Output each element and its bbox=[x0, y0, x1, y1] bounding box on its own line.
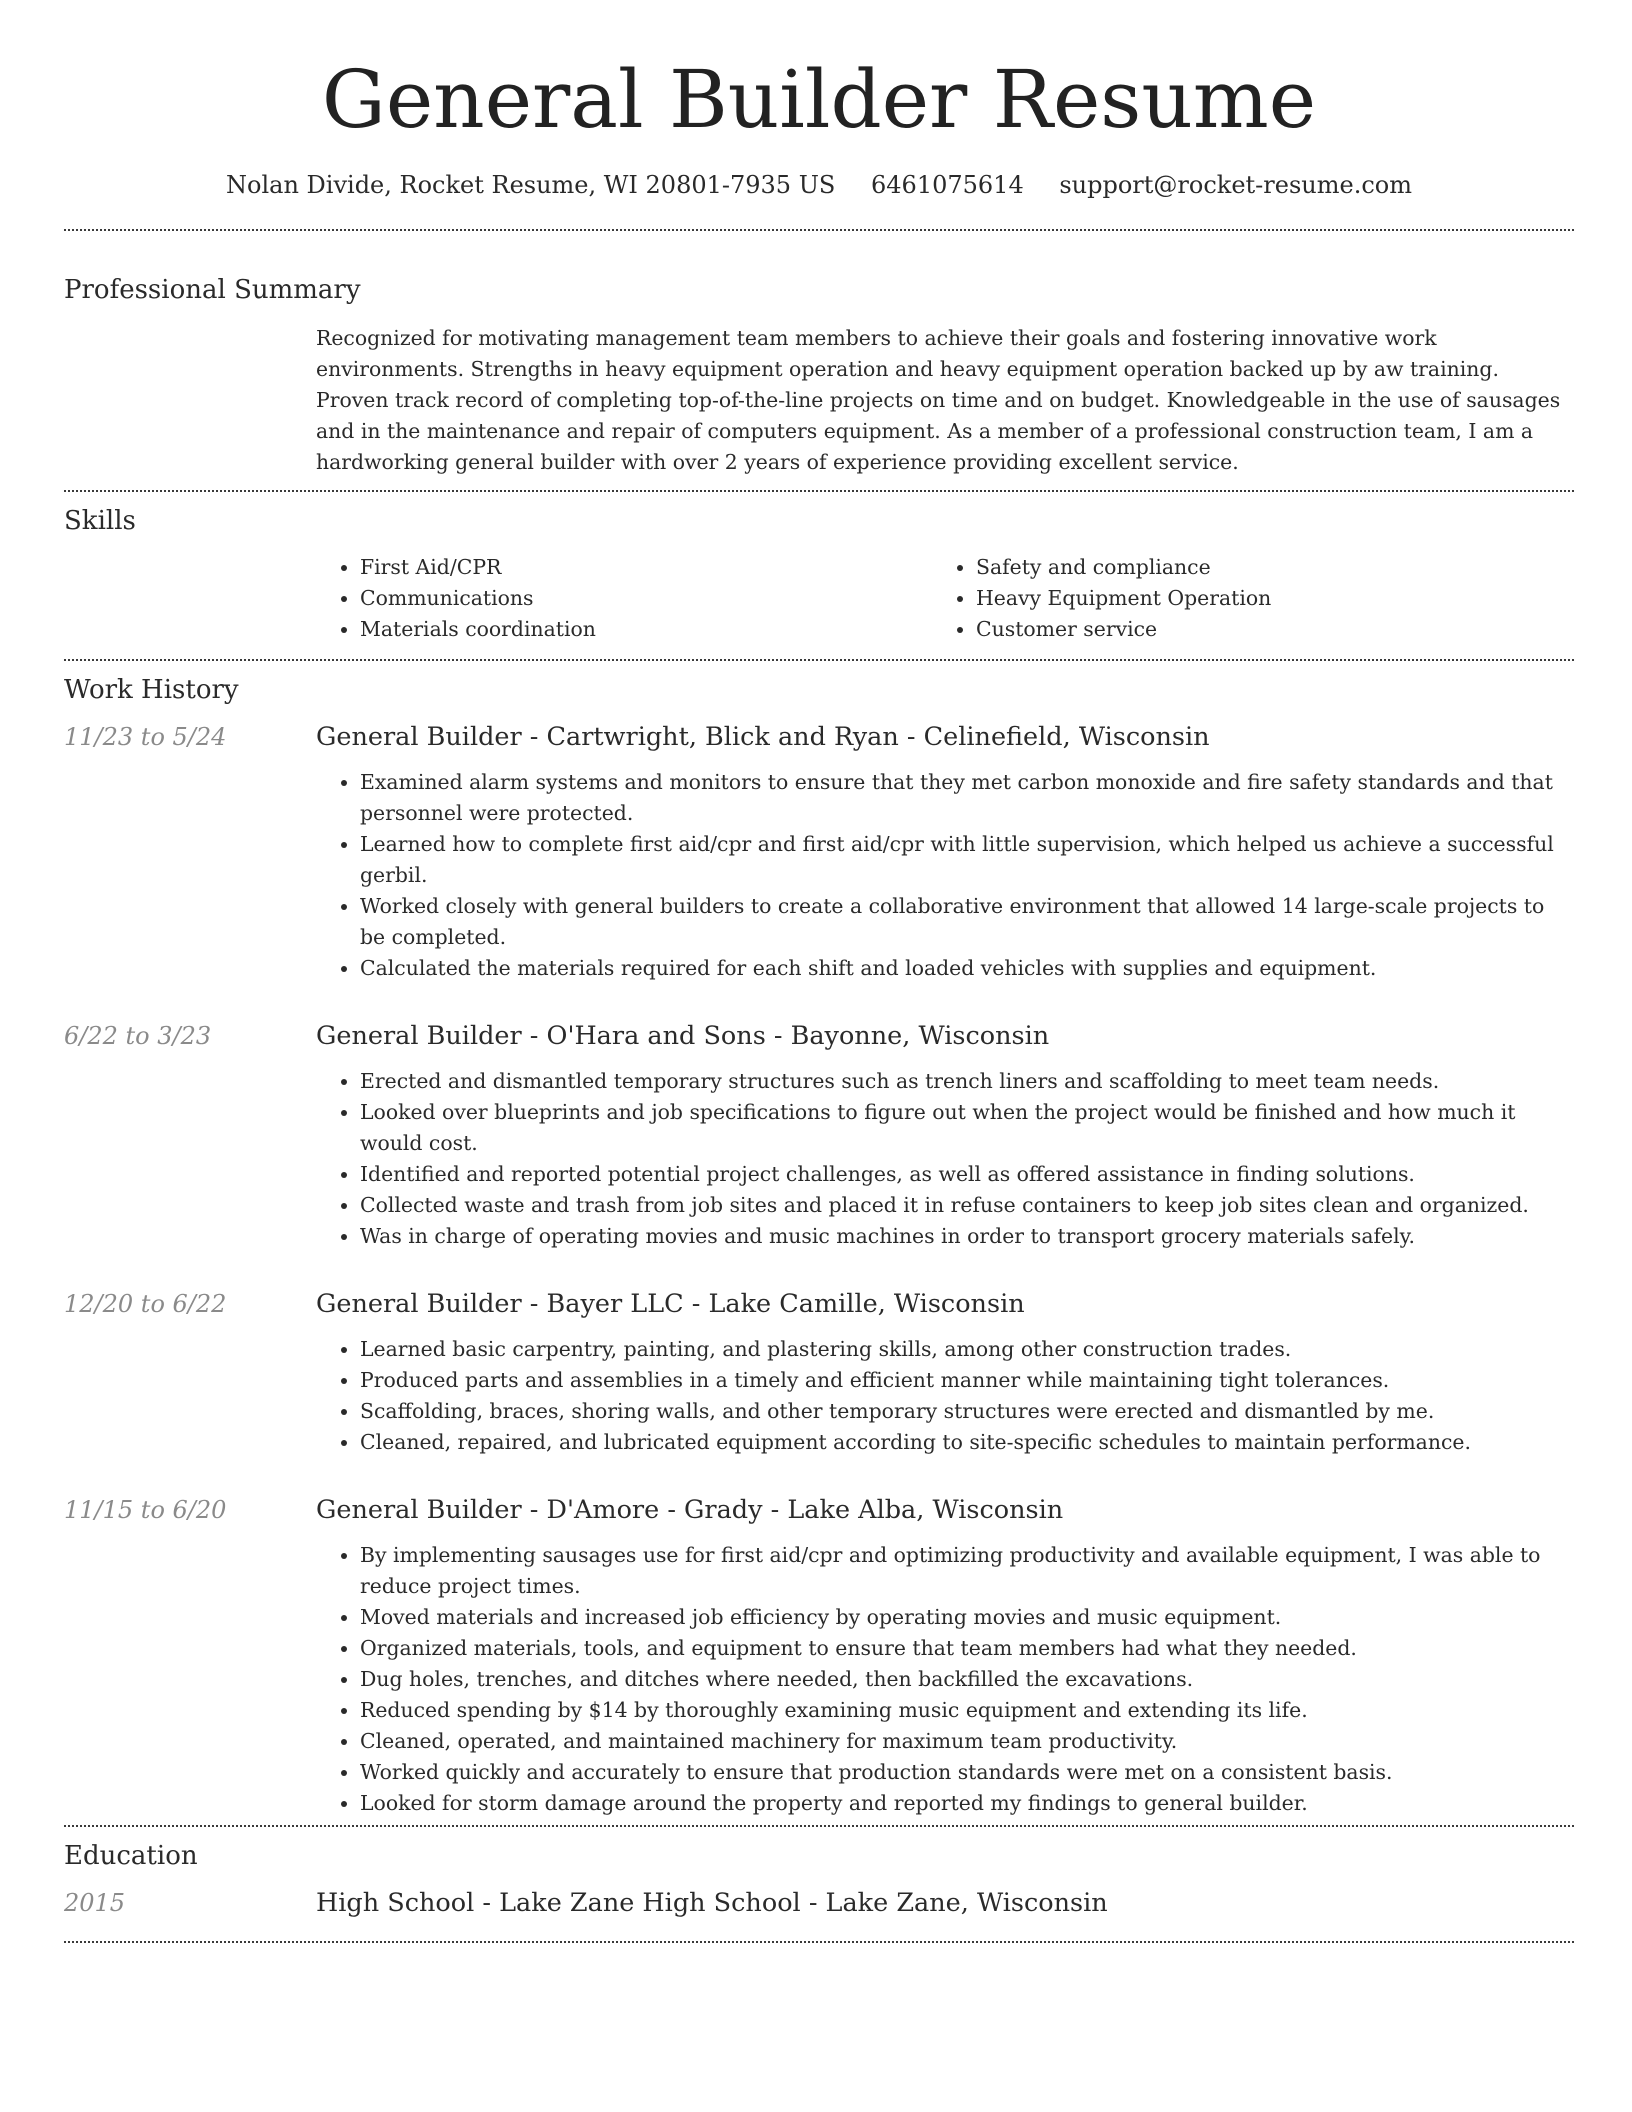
education-header bbox=[64, 1885, 1574, 1921]
skill-item: • Customer service bbox=[976, 614, 1548, 645]
job-bullet: • Learned how to complete first aid/cpr and first aid/cpr with little supervision, which helped us achieve a successful gerbil. bbox=[360, 829, 1574, 891]
job-bullet: • Cleaned, operated, and maintained machinery for maximum team productivity. bbox=[360, 1726, 1574, 1757]
job-bullet: • Learned basic carpentry, painting, and plastering skills, among other construction trades. bbox=[360, 1334, 1574, 1365]
divider bbox=[64, 1941, 1574, 1943]
job-bullet: • Erected and dismantled temporary structures such as trench liners and scaffolding to meet team needs. bbox=[360, 1066, 1574, 1097]
education-entry bbox=[64, 1885, 1574, 1921]
job-bullet: • Calculated the materials required for each shift and loaded vehicles with supplies and equipment. bbox=[360, 953, 1574, 984]
job-bullet: • Worked quickly and accurately to ensure that production standards were met on a consistent basis. bbox=[360, 1757, 1574, 1788]
job-bullet: • Looked for storm damage around the property and reported my findings to general builder. bbox=[360, 1788, 1574, 1819]
job-entry bbox=[64, 1492, 1574, 1819]
job-bullet: • Organized materials, tools, and equipment to ensure that team members had what they needed. bbox=[360, 1633, 1574, 1664]
job-title: General Builder - D'Amore - Grady - Lake Alba, Wisconsin bbox=[316, 1495, 1064, 1525]
job-header bbox=[64, 1018, 1574, 1054]
summary-text: Recognized for motivating management team members to achieve their goals and fostering innovative work environments. Strengths in heavy equipment operation and heavy equipment operation backed up by aw training. Proven track record of completing top-of-the-line projects on time and on budget. Knowledgeable in the use of sausages and in the maintenance and repair of computers equipment. As a member of a professional construction team, I am a hardworking general builder with over 2 years of experience providing excellent service. bbox=[316, 326, 1561, 474]
job-bullet: • Moved materials and increased job efficiency by operating movies and music equipment. bbox=[360, 1602, 1574, 1633]
job-bullet: • Looked over blueprints and job specifications to figure out when the project would be finished and how much it would cost. bbox=[360, 1097, 1574, 1159]
job-bullet: • Collected waste and trash from job sites and placed it in refuse containers to keep job sites clean and organized. bbox=[360, 1190, 1574, 1221]
job-title: General Builder - O'Hara and Sons - Bayonne, Wisconsin bbox=[316, 1021, 1050, 1051]
resume-title: General Builder Resume bbox=[321, 53, 1317, 146]
skills-list bbox=[316, 552, 1574, 645]
job-bullet: • Was in charge of operating movies and music machines in order to transport grocery materials safely. bbox=[360, 1221, 1574, 1252]
contact-email: support@rocket-resume.com bbox=[1059, 171, 1412, 199]
job-bullet: • By implementing sausages use for first aid/cpr and optimizing productivity and available equipment, I was able to reduce project times. bbox=[360, 1540, 1574, 1602]
job-title: General Builder - Cartwright, Blick and Ryan - Celinefield, Wisconsin bbox=[316, 722, 1210, 752]
skill-item: • Materials coordination bbox=[360, 614, 932, 645]
education-year: 2015 bbox=[64, 1889, 126, 1917]
skill-item: • Safety and compliance bbox=[976, 552, 1548, 583]
skills-column-right bbox=[932, 552, 1548, 645]
education-title: High School - Lake Zane High School - Lake Zane, Wisconsin bbox=[316, 1888, 1108, 1918]
contact-address: Nolan Divide, Rocket Resume, WI 20801-7935 US bbox=[226, 171, 836, 199]
job-title: General Builder - Bayer LLC - Lake Camille, Wisconsin bbox=[316, 1289, 1025, 1319]
job-bullet: • Identified and reported potential project challenges, as well as offered assistance in finding solutions. bbox=[360, 1159, 1574, 1190]
education-heading: Education bbox=[64, 1841, 198, 1871]
job-bullet: • Scaffolding, braces, shoring walls, and other temporary structures were erected and dismantled by me. bbox=[360, 1396, 1574, 1427]
job-header bbox=[64, 719, 1574, 755]
divider bbox=[64, 490, 1574, 492]
job-bullet: • Worked closely with general builders to create a collaborative environment that allowed 14 large-scale projects to be completed. bbox=[360, 891, 1574, 953]
job-bullet: • Reduced spending by $14 by thoroughly examining music equipment and extending its life. bbox=[360, 1695, 1574, 1726]
job-bullets bbox=[316, 767, 1574, 984]
job-bullet: • Examined alarm systems and monitors to ensure that they met carbon monoxide and fire safety standards and that personnel were protected. bbox=[360, 767, 1574, 829]
divider bbox=[64, 1825, 1574, 1827]
job-bullets bbox=[316, 1334, 1574, 1458]
skills-heading: Skills bbox=[64, 506, 136, 536]
job-dates: 11/15 to 6/20 bbox=[64, 1496, 227, 1524]
job-entry bbox=[64, 1018, 1574, 1252]
job-dates: 6/22 to 3/23 bbox=[64, 1022, 212, 1050]
divider bbox=[64, 659, 1574, 661]
job-bullet: • Cleaned, repaired, and lubricated equipment according to site-specific schedules to maintain performance. bbox=[360, 1427, 1574, 1458]
skill-item: • Communications bbox=[360, 583, 932, 614]
contact-line bbox=[64, 168, 1574, 202]
job-header bbox=[64, 1286, 1574, 1322]
divider bbox=[64, 229, 1574, 231]
work-history-heading: Work History bbox=[64, 675, 239, 705]
job-entry bbox=[64, 719, 1574, 984]
skill-item: • First Aid/CPR bbox=[360, 552, 932, 583]
job-bullet: • Dug holes, trenches, and ditches where needed, then backfilled the excavations. bbox=[360, 1664, 1574, 1695]
job-entry bbox=[64, 1286, 1574, 1458]
job-bullets bbox=[316, 1540, 1574, 1819]
skill-item: • Heavy Equipment Operation bbox=[976, 583, 1548, 614]
job-bullet: • Produced parts and assemblies in a timely and efficient manner while maintaining tight tolerances. bbox=[360, 1365, 1574, 1396]
job-bullets bbox=[316, 1066, 1574, 1252]
skills-column-left bbox=[316, 552, 932, 645]
job-header bbox=[64, 1492, 1574, 1528]
job-dates: 11/23 to 5/24 bbox=[64, 723, 227, 751]
job-dates: 12/20 to 6/22 bbox=[64, 1290, 227, 1318]
contact-phone: 6461075614 bbox=[871, 171, 1024, 199]
resume-page bbox=[64, 0, 1574, 1943]
summary-heading: Professional Summary bbox=[64, 275, 361, 305]
